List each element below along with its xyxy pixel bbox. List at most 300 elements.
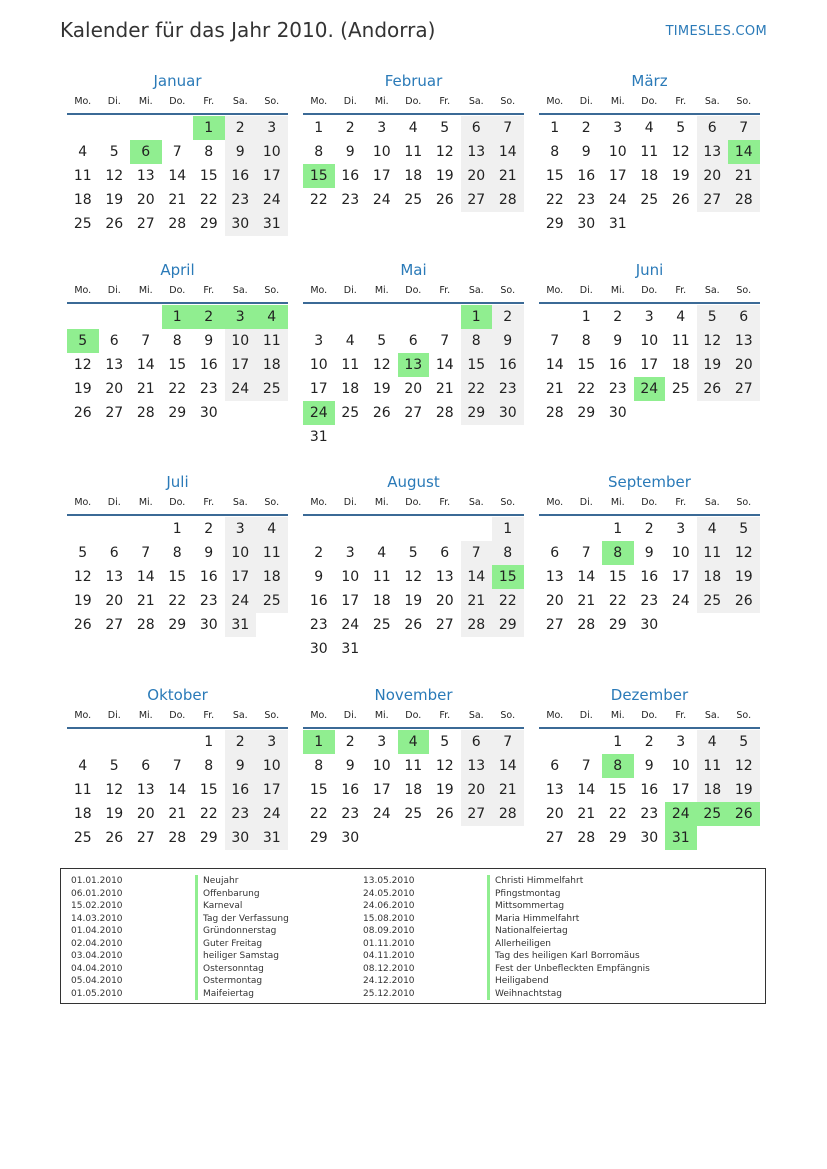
- month-10: [67, 686, 288, 850]
- day-cell: 6: [550, 545, 560, 561]
- weekday-label: Mi.: [374, 497, 389, 508]
- day-cell: 24: [671, 593, 690, 609]
- day-grid: [303, 305, 524, 449]
- day-cell: 31: [309, 429, 328, 445]
- day-cell: 13: [105, 357, 124, 373]
- day-cell: 3: [377, 734, 387, 750]
- day-cell: 10: [256, 140, 288, 164]
- empty-cell: [99, 730, 131, 754]
- day-cell: 17: [225, 353, 257, 377]
- month-name: Oktober: [147, 686, 208, 704]
- day-cell: 20: [435, 593, 454, 609]
- day-cell: 25: [671, 381, 690, 397]
- legend-date: 15.02.2010: [71, 901, 123, 911]
- day-grid: [67, 305, 288, 425]
- day-cell: 22: [168, 593, 187, 609]
- day-cell: 14: [136, 357, 155, 373]
- day-grid: [67, 517, 288, 637]
- day-cell: 8: [581, 333, 591, 349]
- day-cell: 15: [199, 782, 218, 798]
- day-cell: 18: [372, 593, 391, 609]
- day-cell: 1: [162, 305, 194, 329]
- month-name: Juli: [166, 473, 189, 491]
- day-cell: 27: [404, 405, 423, 421]
- weekday-header: [67, 710, 288, 729]
- day-cell: 11: [341, 357, 360, 373]
- weekday-label: Di.: [579, 96, 593, 107]
- weekday-label: So.: [736, 285, 752, 296]
- day-cell: 10: [225, 541, 257, 565]
- day-cell: 23: [341, 806, 360, 822]
- weekday-label: Do.: [641, 710, 658, 721]
- month-name: Juni: [635, 261, 664, 279]
- weekday-header: [67, 497, 288, 516]
- day-cell: 12: [404, 569, 423, 585]
- day-cell: 19: [105, 806, 124, 822]
- weekday-label: Mi.: [610, 96, 625, 107]
- day-cell: 22: [608, 593, 627, 609]
- day-cell: 16: [341, 168, 360, 184]
- day-cell: 30: [341, 830, 360, 846]
- legend-date: 14.03.2010: [71, 913, 123, 924]
- day-cell: 5: [67, 329, 99, 353]
- day-cell: 9: [492, 329, 524, 353]
- day-cell: 19: [728, 778, 760, 802]
- day-cell: 19: [697, 353, 729, 377]
- day-cell: 14: [728, 140, 760, 164]
- day-cell: 21: [545, 381, 564, 397]
- day-cell: 21: [492, 778, 524, 802]
- day-cell: 21: [136, 381, 155, 397]
- month-11: [303, 686, 524, 850]
- day-cell: 9: [345, 144, 355, 160]
- empty-cell: [130, 517, 162, 541]
- month-8: [303, 473, 524, 661]
- weekday-label: Fr.: [675, 497, 687, 508]
- legend-date: 03.04.2010: [71, 951, 123, 961]
- day-cell: 4: [408, 120, 418, 136]
- day-cell: 29: [608, 617, 627, 633]
- day-cell: 23: [341, 192, 360, 208]
- day-cell: 28: [577, 830, 596, 846]
- day-cell: 6: [440, 545, 450, 561]
- day-cell: 1: [613, 734, 623, 750]
- legend-holiday-name: Weihnachtstag: [487, 988, 562, 1001]
- day-cell: 3: [256, 730, 288, 754]
- day-cell: 9: [345, 758, 355, 774]
- day-cell: 4: [377, 545, 387, 561]
- day-cell: 13: [461, 754, 493, 778]
- day-cell: 8: [172, 333, 182, 349]
- empty-cell: [67, 730, 99, 754]
- day-cell: 22: [199, 192, 218, 208]
- day-cell: 16: [341, 782, 360, 798]
- day-cell: 24: [256, 188, 288, 212]
- day-cell: 5: [676, 120, 686, 136]
- day-cell: 11: [697, 754, 729, 778]
- weekday-label: Fr.: [675, 285, 687, 296]
- day-cell: 14: [136, 569, 155, 585]
- day-cell: 16: [640, 569, 659, 585]
- day-cell: 1: [172, 521, 182, 537]
- weekday-label: Sa.: [232, 96, 248, 107]
- day-cell: 24: [225, 377, 257, 401]
- weekday-label: Fr.: [203, 285, 215, 296]
- day-cell: 7: [492, 116, 524, 140]
- day-cell: 15: [492, 565, 524, 589]
- day-cell: 20: [545, 593, 564, 609]
- day-cell: 17: [640, 357, 659, 373]
- day-cell: 14: [461, 565, 493, 589]
- day-cell: 4: [256, 305, 288, 329]
- day-cell: 19: [372, 381, 391, 397]
- month-name: Januar: [153, 72, 202, 90]
- legend-holiday-name: Ostersonntag: [195, 963, 264, 976]
- day-cell: 2: [581, 120, 591, 136]
- day-cell: 30: [199, 617, 218, 633]
- day-cell: 9: [225, 140, 257, 164]
- legend-date: 08.12.2010: [363, 963, 415, 974]
- day-grid: [67, 116, 288, 236]
- day-cell: 3: [377, 120, 387, 136]
- legend-date: 01.01.2010: [71, 876, 123, 886]
- day-cell: 30: [492, 401, 524, 425]
- day-cell: 1: [492, 517, 524, 541]
- weekday-label: Mi.: [610, 285, 625, 296]
- day-cell: 3: [225, 305, 257, 329]
- day-cell: 26: [728, 802, 760, 826]
- day-cell: 1: [193, 116, 225, 140]
- empty-cell: [539, 730, 571, 754]
- day-cell: 13: [545, 782, 564, 798]
- weekday-label: Di.: [343, 96, 357, 107]
- empty-cell: [366, 305, 398, 329]
- legend-date: 24.12.2010: [363, 976, 415, 986]
- legend-holiday-name: Guter Freitag: [195, 938, 262, 951]
- day-cell: 6: [461, 730, 493, 754]
- day-cell: 10: [225, 329, 257, 353]
- month-name: Mai: [400, 261, 427, 279]
- day-cell: 17: [309, 381, 328, 397]
- day-cell: 2: [345, 120, 355, 136]
- weekday-label: So.: [264, 96, 280, 107]
- weekday-label: Di.: [579, 710, 593, 721]
- day-cell: 17: [256, 164, 288, 188]
- day-grid: [303, 116, 524, 212]
- legend-holiday-name: Gründonnerstag: [195, 925, 276, 938]
- legend-holiday-name: Karneval: [195, 900, 242, 913]
- day-cell: 5: [78, 545, 88, 561]
- day-cell: 30: [225, 826, 257, 850]
- weekday-label: Sa.: [232, 710, 248, 721]
- weekday-label: Do.: [405, 497, 422, 508]
- day-cell: 19: [435, 168, 454, 184]
- day-cell: 14: [492, 140, 524, 164]
- weekday-label: Mo.: [74, 497, 92, 508]
- day-cell: 9: [204, 545, 214, 561]
- day-cell: 16: [608, 357, 627, 373]
- day-cell: 27: [728, 377, 760, 401]
- weekday-label: Mi.: [138, 710, 153, 721]
- month-7: [67, 473, 288, 637]
- day-cell: 12: [435, 144, 454, 160]
- day-cell: 12: [105, 782, 124, 798]
- weekday-label: Fr.: [439, 285, 451, 296]
- day-cell: 29: [461, 401, 493, 425]
- legend-holiday-name: heiliger Samstag: [195, 950, 279, 963]
- month-name: Dezember: [610, 686, 689, 704]
- day-cell: 28: [492, 802, 524, 826]
- weekday-label: Mo.: [310, 96, 328, 107]
- day-cell: 10: [671, 545, 690, 561]
- legend-holiday-name: Pfingstmontag: [487, 888, 560, 901]
- empty-cell: [67, 517, 99, 541]
- weekday-label: Di.: [107, 96, 121, 107]
- day-cell: 18: [256, 565, 288, 589]
- legend-date: 08.09.2010: [363, 926, 415, 936]
- day-cell: 22: [309, 192, 328, 208]
- weekday-label: Do.: [641, 96, 658, 107]
- day-cell: 26: [105, 216, 124, 232]
- day-cell: 11: [73, 168, 92, 184]
- day-grid: [67, 730, 288, 850]
- legend-date: 01.11.2010: [363, 938, 415, 949]
- day-cell: 15: [461, 353, 493, 377]
- day-cell: 10: [341, 569, 360, 585]
- weekday-label: Sa.: [704, 497, 720, 508]
- day-cell: 27: [461, 188, 493, 212]
- day-cell: 31: [608, 216, 627, 232]
- day-cell: 25: [404, 806, 423, 822]
- day-cell: 6: [461, 116, 493, 140]
- empty-cell: [539, 305, 571, 329]
- empty-cell: [335, 305, 367, 329]
- day-cell: 20: [136, 192, 155, 208]
- day-cell: 14: [492, 754, 524, 778]
- weekday-label: Fr.: [203, 96, 215, 107]
- day-cell: 22: [608, 806, 627, 822]
- day-cell: 21: [461, 589, 493, 613]
- day-cell: 19: [73, 381, 92, 397]
- day-cell: 12: [697, 329, 729, 353]
- legend-date: 24.05.2010: [363, 888, 415, 899]
- day-cell: 18: [697, 565, 729, 589]
- legend-date: 13.05.2010: [363, 876, 415, 886]
- day-cell: 15: [577, 357, 596, 373]
- legend-holiday-name: Offenbarung: [195, 888, 260, 901]
- day-cell: 27: [105, 617, 124, 633]
- day-cell: 5: [109, 758, 119, 774]
- day-cell: 1: [204, 734, 214, 750]
- day-cell: 31: [665, 826, 697, 850]
- weekday-label: Di.: [343, 497, 357, 508]
- legend-date: 24.06.2010: [363, 901, 415, 911]
- day-cell: 4: [697, 517, 729, 541]
- month-1: [67, 72, 288, 236]
- weekday-label: Mi.: [138, 96, 153, 107]
- day-cell: 10: [372, 144, 391, 160]
- day-cell: 1: [461, 305, 493, 329]
- day-cell: 30: [225, 212, 257, 236]
- day-cell: 23: [225, 802, 257, 826]
- day-cell: 9: [225, 754, 257, 778]
- weekday-label: Sa.: [468, 710, 484, 721]
- day-cell: 24: [341, 617, 360, 633]
- day-cell: 8: [314, 758, 324, 774]
- weekday-label: Di.: [107, 710, 121, 721]
- day-cell: 21: [577, 806, 596, 822]
- day-cell: 11: [404, 144, 423, 160]
- weekday-label: Di.: [579, 497, 593, 508]
- day-cell: 28: [577, 617, 596, 633]
- day-cell: 29: [577, 405, 596, 421]
- day-cell: 25: [372, 617, 391, 633]
- day-cell: 5: [408, 545, 418, 561]
- legend-date: 15.08.2010: [363, 913, 415, 924]
- day-cell: 8: [314, 144, 324, 160]
- weekday-label: Sa.: [704, 96, 720, 107]
- weekday-header: [539, 710, 760, 729]
- day-grid: [303, 517, 524, 661]
- weekday-label: Do.: [405, 96, 422, 107]
- month-6: [539, 261, 760, 425]
- day-cell: 23: [640, 593, 659, 609]
- weekday-label: Mo.: [310, 285, 328, 296]
- weekday-label: Fr.: [439, 96, 451, 107]
- day-cell: 3: [345, 545, 355, 561]
- day-cell: 23: [199, 593, 218, 609]
- legend-holiday-name: Fest der Unbefleckten Empfängnis: [487, 963, 650, 976]
- day-cell: 21: [577, 593, 596, 609]
- day-cell: 4: [256, 517, 288, 541]
- day-cell: 13: [697, 140, 729, 164]
- weekday-header: [539, 285, 760, 304]
- weekday-label: Mo.: [74, 96, 92, 107]
- empty-cell: [366, 517, 398, 541]
- day-grid: [539, 517, 760, 637]
- day-cell: 8: [204, 758, 214, 774]
- empty-cell: [99, 116, 131, 140]
- weekday-label: Mo.: [546, 710, 564, 721]
- day-cell: 13: [461, 140, 493, 164]
- weekday-label: Sa.: [232, 285, 248, 296]
- month-4: [67, 261, 288, 425]
- day-cell: 11: [671, 333, 690, 349]
- day-cell: 13: [105, 569, 124, 585]
- day-cell: 23: [225, 188, 257, 212]
- day-cell: 26: [435, 806, 454, 822]
- weekday-header: [67, 96, 288, 115]
- day-cell: 10: [608, 144, 627, 160]
- day-cell: 5: [728, 730, 760, 754]
- day-cell: 1: [314, 120, 324, 136]
- day-cell: 22: [168, 381, 187, 397]
- day-cell: 27: [105, 405, 124, 421]
- day-cell: 8: [602, 541, 634, 565]
- day-cell: 15: [545, 168, 564, 184]
- legend-date: 05.04.2010: [71, 976, 123, 986]
- day-cell: 15: [608, 569, 627, 585]
- day-cell: 27: [435, 617, 454, 633]
- legend-holiday-name: Maria Himmelfahrt: [487, 913, 579, 926]
- day-cell: 15: [168, 569, 187, 585]
- day-cell: 11: [697, 541, 729, 565]
- weekday-label: Mo.: [546, 96, 564, 107]
- day-cell: 30: [640, 830, 659, 846]
- day-cell: 14: [577, 782, 596, 798]
- day-cell: 9: [314, 569, 324, 585]
- day-cell: 20: [728, 353, 760, 377]
- legend-holiday-name: Heiligabend: [487, 975, 549, 988]
- legend-date: 25.12.2010: [363, 988, 415, 999]
- day-cell: 4: [697, 730, 729, 754]
- day-cell: 20: [105, 381, 124, 397]
- weekday-label: Sa.: [468, 497, 484, 508]
- weekday-label: Mo.: [74, 710, 92, 721]
- day-cell: 2: [314, 545, 324, 561]
- month-name: April: [160, 261, 195, 279]
- day-cell: 2: [193, 305, 225, 329]
- day-cell: 19: [728, 565, 760, 589]
- day-cell: 6: [109, 333, 119, 349]
- weekday-label: Di.: [579, 285, 593, 296]
- empty-cell: [571, 730, 603, 754]
- day-cell: 31: [256, 826, 288, 850]
- legend-holiday-name: Neujahr: [195, 875, 238, 888]
- day-cell: 16: [640, 782, 659, 798]
- day-cell: 12: [671, 144, 690, 160]
- day-cell: 30: [199, 405, 218, 421]
- day-cell: 12: [73, 569, 92, 585]
- day-cell: 22: [461, 377, 493, 401]
- day-cell: 4: [398, 730, 430, 754]
- weekday-label: Fr.: [203, 497, 215, 508]
- day-cell: 7: [440, 333, 450, 349]
- weekday-label: Sa.: [704, 710, 720, 721]
- day-cell: 6: [697, 116, 729, 140]
- day-cell: 5: [728, 517, 760, 541]
- day-cell: 10: [640, 333, 659, 349]
- weekday-label: Sa.: [232, 497, 248, 508]
- empty-cell: [130, 730, 162, 754]
- day-cell: 17: [671, 782, 690, 798]
- day-cell: 27: [136, 830, 155, 846]
- day-cell: 24: [256, 802, 288, 826]
- day-cell: 20: [105, 593, 124, 609]
- legend-date: 04.04.2010: [71, 963, 123, 974]
- day-grid: [303, 730, 524, 850]
- day-cell: 17: [372, 782, 391, 798]
- day-cell: 18: [256, 353, 288, 377]
- day-cell: 7: [581, 758, 591, 774]
- month-name: März: [631, 72, 668, 90]
- weekday-label: Mi.: [610, 710, 625, 721]
- day-cell: 25: [404, 192, 423, 208]
- month-9: [539, 473, 760, 637]
- day-cell: 19: [404, 593, 423, 609]
- day-cell: 3: [225, 517, 257, 541]
- day-cell: 3: [314, 333, 324, 349]
- day-cell: 12: [105, 168, 124, 184]
- brand-link[interactable]: TIMESLES.COM: [665, 24, 767, 39]
- weekday-label: Do.: [641, 497, 658, 508]
- day-cell: 8: [550, 144, 560, 160]
- day-cell: 17: [341, 593, 360, 609]
- day-cell: 6: [141, 758, 151, 774]
- day-cell: 29: [168, 617, 187, 633]
- weekday-header: [303, 96, 524, 115]
- day-cell: 3: [613, 120, 623, 136]
